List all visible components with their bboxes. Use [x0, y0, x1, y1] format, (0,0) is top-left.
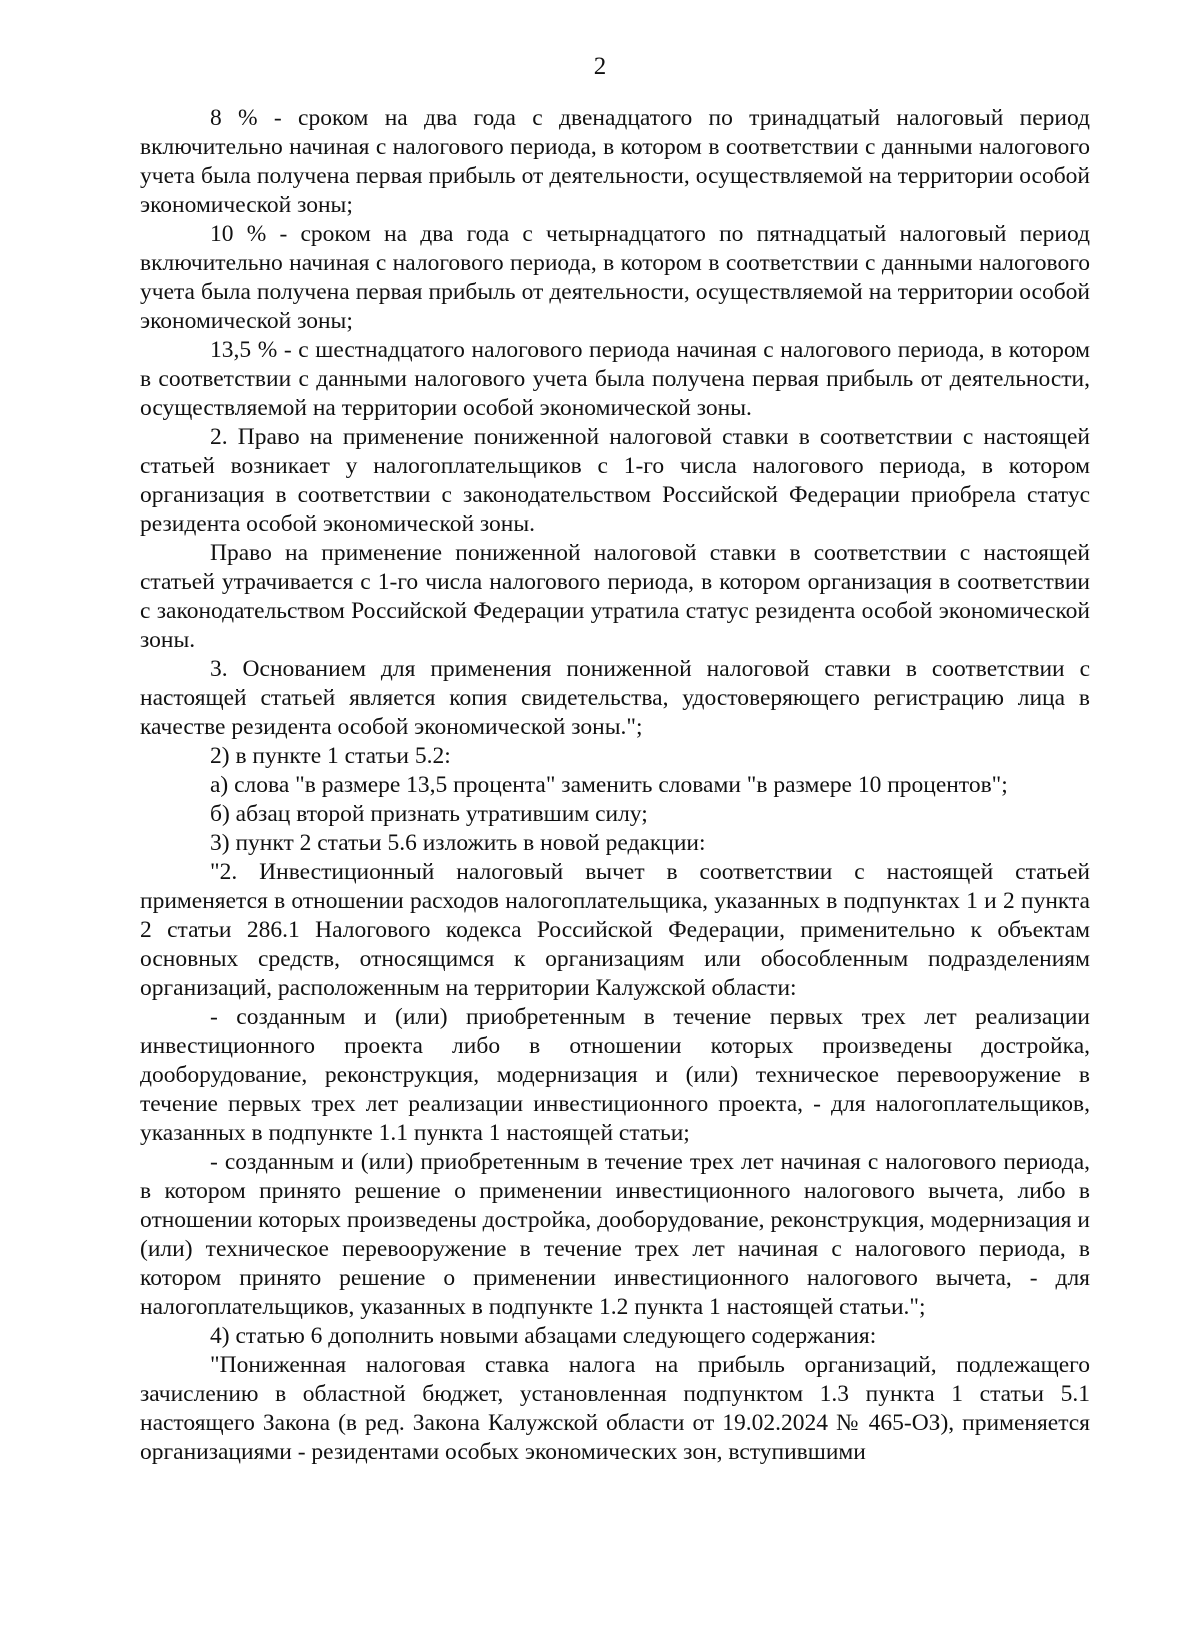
paragraph: "Пониженная налоговая ставка налога на прибыль организаций, подлежащего зачислению в областной бюджет, установленная подпунктом 1.3 пункта 1 статьи 5.1 настоящего Закона (в ред. Закона Калужской области от 19.02.2024 № 465-ОЗ), применяется организациями - резидентами особых экономических зон, вступившими: [140, 1352, 1090, 1465]
paragraph: 4) статью 6 дополнить новыми абзацами следующего содержания:: [210, 1323, 877, 1349]
paragraph: 13,5 % - с шестнадцатого налогового периода начиная с налогового периода, в котором в соответствии с данными налогового учета была получена первая прибыль от деятельности, осуществляемой на территории особой экономической зоны.: [140, 337, 1090, 421]
paragraph: б) абзац второй признать утратившим силу;: [210, 801, 648, 827]
paragraph: - созданным и (или) приобретенным в течение первых трех лет реализации инвестиционного проекта либо в отношении которых произведены достройка, дооборудование, реконструкция, модернизация и (или) техническое перевооружение в течение первых трех лет реализации инвестиционного проекта, - для налогоплательщиков, указанных в подпункте 1.1 пункта 1 настоящей статьи;: [140, 1004, 1090, 1146]
paragraph: - созданным и (или) приобретенным в течение трех лет начиная с налогового периода, в котором принято решение о применении инвестиционного налогового вычета, либо в отношении которых произведены достройка, дооборудование, реконструкция, модернизация и (или) техническое перевооружение в течение трех лет начиная с налогового периода, в котором принято решение о применении инвестиционного налогового вычета, - для налогоплательщиков, указанных в подпункте 1.2 пункта 1 настоящей статьи.";: [140, 1149, 1090, 1320]
document-body: [140, 104, 1090, 1467]
paragraph: 3) пункт 2 статьи 5.6 изложить в новой редакции:: [210, 830, 706, 856]
paragraph: "2. Инвестиционный налоговый вычет в соответствии с настоящей статьей применяется в отношении расходов налогоплательщика, указанных в подпунктах 1 и 2 пункта 2 статьи 286.1 Налогового кодекса Российской Федерации, применительно к объектам основных средств, относящимся к организациям или обособленным подразделениям организаций, расположенным на территории Калужской области:: [140, 859, 1090, 1001]
paragraph: Право на применение пониженной налоговой ставки в соответствии с настоящей статьей утрачивается с 1-го числа налогового периода, в котором организация в соответствии с законодательством Российской Федерации утратила статус резидента особой экономической зоны.: [140, 540, 1090, 653]
paragraph: 8 % - сроком на два года с двенадцатого по тринадцатый налоговый период включительно начиная с налогового периода, в котором в соответствии с данными налогового учета была получена первая прибыль от деятельности, осуществляемой на территории особой экономической зоны;: [140, 105, 1090, 218]
paragraph: 3. Основанием для применения пониженной налоговой ставки в соответствии с настоящей статьей является копия свидетельства, удостоверяющего регистрацию лица в качестве резидента особой экономической зоны.";: [140, 656, 1090, 740]
page-number: 2: [593, 53, 607, 80]
paragraph: а) слова "в размере 13,5 процента" заменить словами "в размере 10 процентов";: [210, 772, 1008, 798]
paragraph: 2) в пункте 1 статьи 5.2:: [210, 743, 451, 769]
paragraph: 2. Право на применение пониженной налоговой ставки в соответствии с настоящей статьей возникает у налогоплательщиков с 1-го числа налогового периода, в котором организация в соответствии с законодательством Российской Федерации приобрела статус резидента особой экономической зоны.: [140, 424, 1090, 537]
paragraph: 10 % - сроком на два года с четырнадцатого по пятнадцатый налоговый период включительно начиная с налогового периода, в котором в соответствии с данными налогового учета была получена первая прибыль от деятельности, осуществляемой на территории особой экономической зоны;: [140, 221, 1090, 334]
